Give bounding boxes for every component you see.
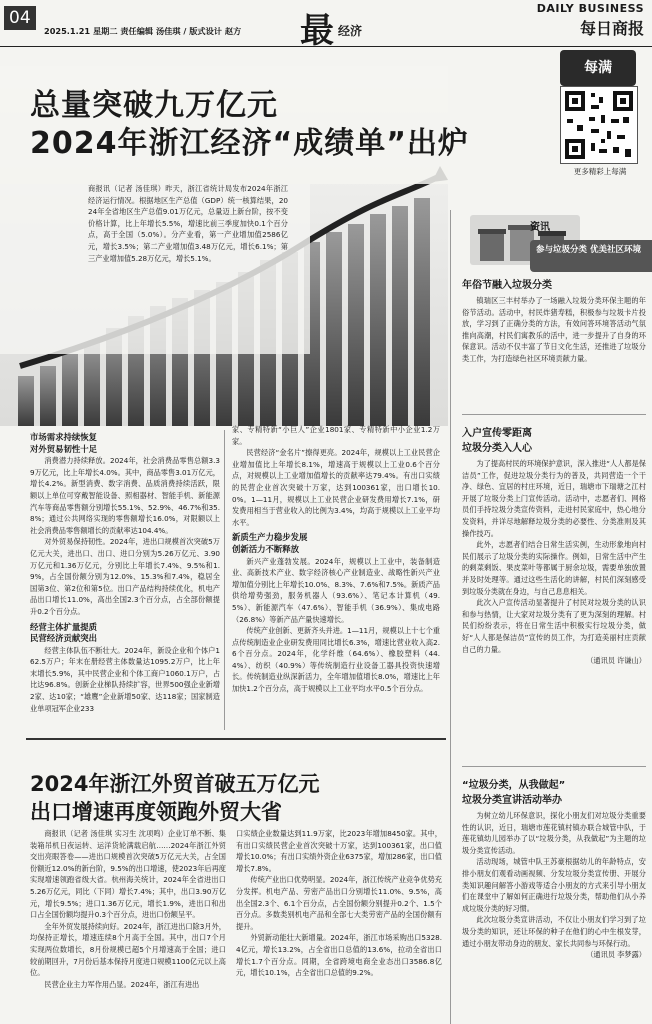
lead-title-line2: 2024年浙江经济“成绩单”出炉 — [30, 126, 469, 161]
promo-caption: 更多精彩上每满 — [573, 167, 627, 176]
sidebar-story-1 — [462, 276, 646, 365]
story1-title: 年俗节融入垃圾分类 — [462, 280, 552, 291]
column-divider — [224, 430, 225, 730]
paragraph-trade-traditional: 传统产业出口优势明显。2024年，浙江传统产业竞争优势充分发挥。机电产品、劳密产品出口分别增长11.0%、9.5%，高出全国2.3个、6.1个百分点，占全国份额分别提升0.2个、1.5个百分点。多数类别机电产品和全部七大类劳密产品的全国份额有提升。 — [236, 875, 442, 931]
paragraph-entities: 经营主体队伍不断壮大。2024年，新设企业和个体户162.5万户；年末在册经营主体数量达1095.2万户，比上年末增长5.9%，其中民营企业和个体工商户1060.1万户，占比达96.8%。创新企业梯队持续扩容，世界500强企业新增2家、达10家；“雄鹰”企业新增50家、达118家；国家制造业单项冠军企业233 — [30, 645, 220, 713]
story2-credit: （通讯员 许谦山） — [586, 656, 646, 666]
qr-code[interactable] — [560, 86, 638, 164]
paragraph-private-economy: 民营经济“金名片”擦得更亮。2024年，规模以上工业民营企业增加值比上年增长8.1%，增速高于规模以上工业0.6个百分点，对规模以上工业增加值增长的贡献率达79.4%。有出口实绩的民营企业首次突破十万家，达到100361家，出口增长10.0%。1—11月，规模以上工业民营企业研发费用增长7.1%，研发费用相当于营业收入的比例为3.4%，均高于规模以上工业平均水平。 — [232, 448, 440, 527]
second-column-1 — [30, 828, 226, 990]
info-label: 资讯 — [530, 222, 550, 233]
sidebar-story-2 — [462, 424, 646, 667]
paragraph-trade-private: 民营企业主力军作用凸显。2024年，浙江有进出 — [44, 979, 200, 989]
section-name: 经济 — [338, 24, 363, 38]
lead-column-2 — [232, 424, 440, 695]
subhead-new-productivity: 新质生产力稳步发展 — [232, 532, 308, 543]
lead-title-line1: 总量突破九万亿元 — [30, 88, 278, 123]
story2-title-b: 垃圾分类入人心 — [462, 443, 532, 454]
story2-body-1: 为了提高村民的环境保护意识，深入推进“人人都是保洁员”工作，促进垃圾分类行为的普及，共同营造一个干净、绿色、宜居的村庄环境，近日，瑞塘市下瑞塘之江村开展了垃圾分类上门宣传活动。活动中，志愿者们、网格员们手持垃圾分类宣传资料，走进村民家庭中，热心地分发资料，并详尽地解释垃圾分类的必要性、分类准则及其操作技巧。 — [462, 459, 646, 538]
paragraph-consumption: 消费潜力持续释放。2024年，社会消费品零售总额3.39万亿元，比上年增长4.0%。其中，商品零售3.01万亿元，增长4.2%。新型消费、数字消费、品质消费持续活跃，限额以上单位可穿戴智能设备、照相器材、智能手机、新能源汽车等商品零售额分别增长55.1%、52.9%、46.7%和35.8%；通过公共网络实现的零售额增长16.0%，对限额以上社会消费品零售额增长的贡献率达104.4%。 — [30, 456, 220, 535]
subhead-private: 民营经济贡献突出 — [30, 633, 97, 644]
subhead-market: 市场需求持续恢复 — [30, 432, 97, 442]
paragraph-trade-firms: 口实绩企业数量达到11.9万家，比2023年增加8450家。其中，有出口实绩民营企业首次突破十万家，达到100361家，出口值增长10.0%；有出口实绩外资企业6375家，增加286家，出口值增长7.8%。 — [236, 829, 442, 873]
story1-body: 镇瑞区三丰村举办了一场融入垃圾分类环保主题的年俗节活动。活动中，村民炸猪寿糕，积极参与垃圾卡片投放，学习到了正确分类的方法，有效问答环境答活动气氛推向高潮，村民们寓教乐的活中，进一步提升了自身的环保意识。活动不仅丰富了节日文化生活，还推进了垃圾分类工作，为打造绿色社区环境贡献力量。 — [462, 296, 646, 363]
section-mark: 最 — [300, 11, 334, 51]
subhead-innovation: 创新活力不断释放 — [232, 543, 299, 554]
sidebar-story-3 — [462, 776, 646, 961]
subhead-entities: 经营主体扩量提质 — [30, 621, 97, 632]
page-number: 04 — [4, 6, 36, 30]
paragraph-traditional-industries: 传统产业创新、更新齐头并进。1—11月，规模以上十七个重点传统制造业企业研发费用同比增长6.3%，增速比营业收入高2.6个百分点。2024年，化学纤维（64.6%）、橡胶塑料（44.4%）、纺织（40.9%）等传统制造行业设备工器具投资快速增长。传统制造业纵深新活力，全年增加值增长8.0%，增速比上年加快1.2个百分点，高于规模以上工业平均水平0.5个百分点。 — [232, 626, 440, 694]
brand-english: DAILY BUSINESS — [536, 2, 644, 15]
brand-masthead: 每日商报 — [579, 19, 644, 38]
paragraph-trade-new-drivers: 外贸新动能壮大新增量。2024年，浙江市场采购出口5328.4亿元，增长13.2%，占全省出口总值的13.6%，拉动全省出口增长1.7个百分点。同期，全省跨境电商全业态出口3586.8亿元，增长10.1%，占全省出口总值的9.2%。 — [236, 933, 442, 978]
sidebar-banner: 参与垃圾分类 优美社区环境 — [530, 240, 652, 272]
second-column-2 — [236, 828, 442, 979]
paragraph-trade-trend: 全年外贸发展持续向好。2024年，浙江进出口除3月外，均保持正增长，增速连续8个月高于全国。其中，出口7个月实现两位数增长，8月份规模已超5个月增速高于全国；进口较前期回升，7月份后基本保持月度进口规模1100亿元以上高位。 — [30, 921, 226, 978]
story3-credit: （通讯员 李梦露） — [586, 950, 646, 960]
paragraph-foreign-trade: 对外贸易保持韧性。2024年，进出口规模首次突破5万亿元大关，进出口、出口、进口分别为5.26万亿元、3.90万亿元和1.36万亿元，分别比上年增长7.4%、9.5%和1.9%，占全国份额分别为12.0%、15.3%和7.4%，稳居全国第3位、第2位和第5位。出口产品结构持续优化，机电产品出口增长11.0%，高出全国2.3个百分点，占全部份额提升0.2个百分点。 — [30, 537, 220, 616]
story3-body-1: 为树立幼儿环保意识，探化小朋友们对垃圾分类重要性的认识，近日，瑞塘市莲花镇村镇办联合城管中队，于莲花镇幼儿园举办了以“垃圾分类，从我做起”为主题的垃圾分类宣传活动。 — [462, 811, 646, 855]
story3-body-2: 活动现场，城管中队王苏豪根据幼儿的年龄特点，安排小朋友们观看动画视频、分发垃圾分类宣传册、开展分类知识趣问解答小游戏等适合小朋友的方式来引导小朋友们在课堂中了解如何正确进行垃圾分类，帮助他们从小养成垃圾分类的好习惯。 — [462, 857, 646, 913]
sidebar-rule-1 — [462, 414, 646, 415]
issue-meta: 2025.1.21 星期二 责任编辑 汤佳琪 / 版式设计 赵方 — [44, 26, 242, 36]
paragraph-trade-intro: 商报讯（记者 汤佳琪 实习生 沈项鸣）企业订单不断、集装箱吊机日夜运转、运洋货轮满载启航……2024年浙江外贸交出亮眼答卷——进出口规模首次突破5万亿元大关，占全国份额近12.0%的新台阶，9.5%的出口增速，使2023年后再度实现增速领跑省级大省。杭州海关统计，2024年全省进出口5.26万亿元，同比（下同）增长7.4%；其中，出口3.90万亿元，增长9.5%；进口1.36万亿元，增长1.9%，进出口和出口占全国份额均提升0.3个百分点，进出口份额呈平。 — [30, 829, 226, 920]
paragraph-emerging-industries: 新兴产业蓬勃发展。2024年，规模以上工业中，装备制造业、高新技术产业、数字经济核心产业制造业、战略性新兴产业增加值分别比上年增长10.0%、8.3%、7.6%和7.5%。新质产品供给增势强劲，服务机器人（93.6%）、笔记本计算机（49.5%）、新能源汽车（47.6%）、智能手机（36.9%）、集成电路（26.8%）等新产品产量快速增长。 — [232, 556, 440, 624]
second-title-line2: 出口增速再度领跑外贸大省 — [30, 800, 282, 824]
story2-title-a: 入户宣传零距离 — [462, 428, 532, 439]
subhead-trade: 对外贸易韧性十足 — [30, 443, 97, 454]
story2-body-3: 此次入户宣传活动显著提升了村民对垃圾分类的认识和参与热情，让大家对垃圾分类有了更为深刻的理解。村民们纷纷表示，将在日常生活中积极实行垃圾分类，做好“人人都是保洁员”宣传的员工作，为打造美丽村庄贡献自己的力量。 — [462, 598, 646, 654]
story3-body-3: 此次垃圾分类宣讲活动，不仅让小朋友们学习到了垃圾分类的知识，还让环保的种子在他们的心中生根发芽，通过小朋友带动身边的朋友、家长共同参与环保行动。 — [462, 915, 646, 948]
qr-code-graphic — [561, 87, 637, 163]
sidebar-rule-2 — [462, 766, 646, 767]
article-divider — [26, 738, 446, 740]
story2-body-2: 此外，志愿者们结合日常生活实例，生动形象地向村民们展示了垃圾分类的实际操作。例如，日常生活中产生的剩菜剩饭、果皮菜叶等都属于厨余垃圾，需要单独放置并及时处理等。通过这些生活化的讲解，村民们深刻感受到垃圾分类就在身边，与自己息息相关。 — [462, 540, 646, 596]
lead-intro: 商报讯（记者 汤佳琪）昨天，浙江省统计局发布2024年浙江经济运行情况。根据地区生产总值（GDP）统一核算结果，2024年全省地区生产总值9.01万亿元，总量迈上新台阶，按不变价格计算，比上年增长5.5%，增速比前三季度加快0.1个百分点，高于全国（5.0%）。分产业看，第一产业增加值2586亿元，增长3.5%；第二产业增加值3.48万亿元，增长6.1%；第三产业增加值5.28万亿元，增长5.1%。 — [88, 184, 288, 263]
second-title-line1: 2024年浙江外贸首破五万亿元 — [30, 772, 320, 796]
story3-title-a: “垃圾分类，从我做起” — [462, 780, 566, 791]
story3-title-b: 垃圾分类宣讲活动举办 — [462, 795, 562, 806]
sidebar-divider — [450, 210, 451, 1024]
lead-column-1 — [30, 432, 220, 714]
app-logo: 每满 — [560, 50, 636, 86]
paragraph-little-giants: 家、专精特新“小巨人”企业1801家、专精特新中小企业1.2万家。 — [232, 425, 440, 446]
